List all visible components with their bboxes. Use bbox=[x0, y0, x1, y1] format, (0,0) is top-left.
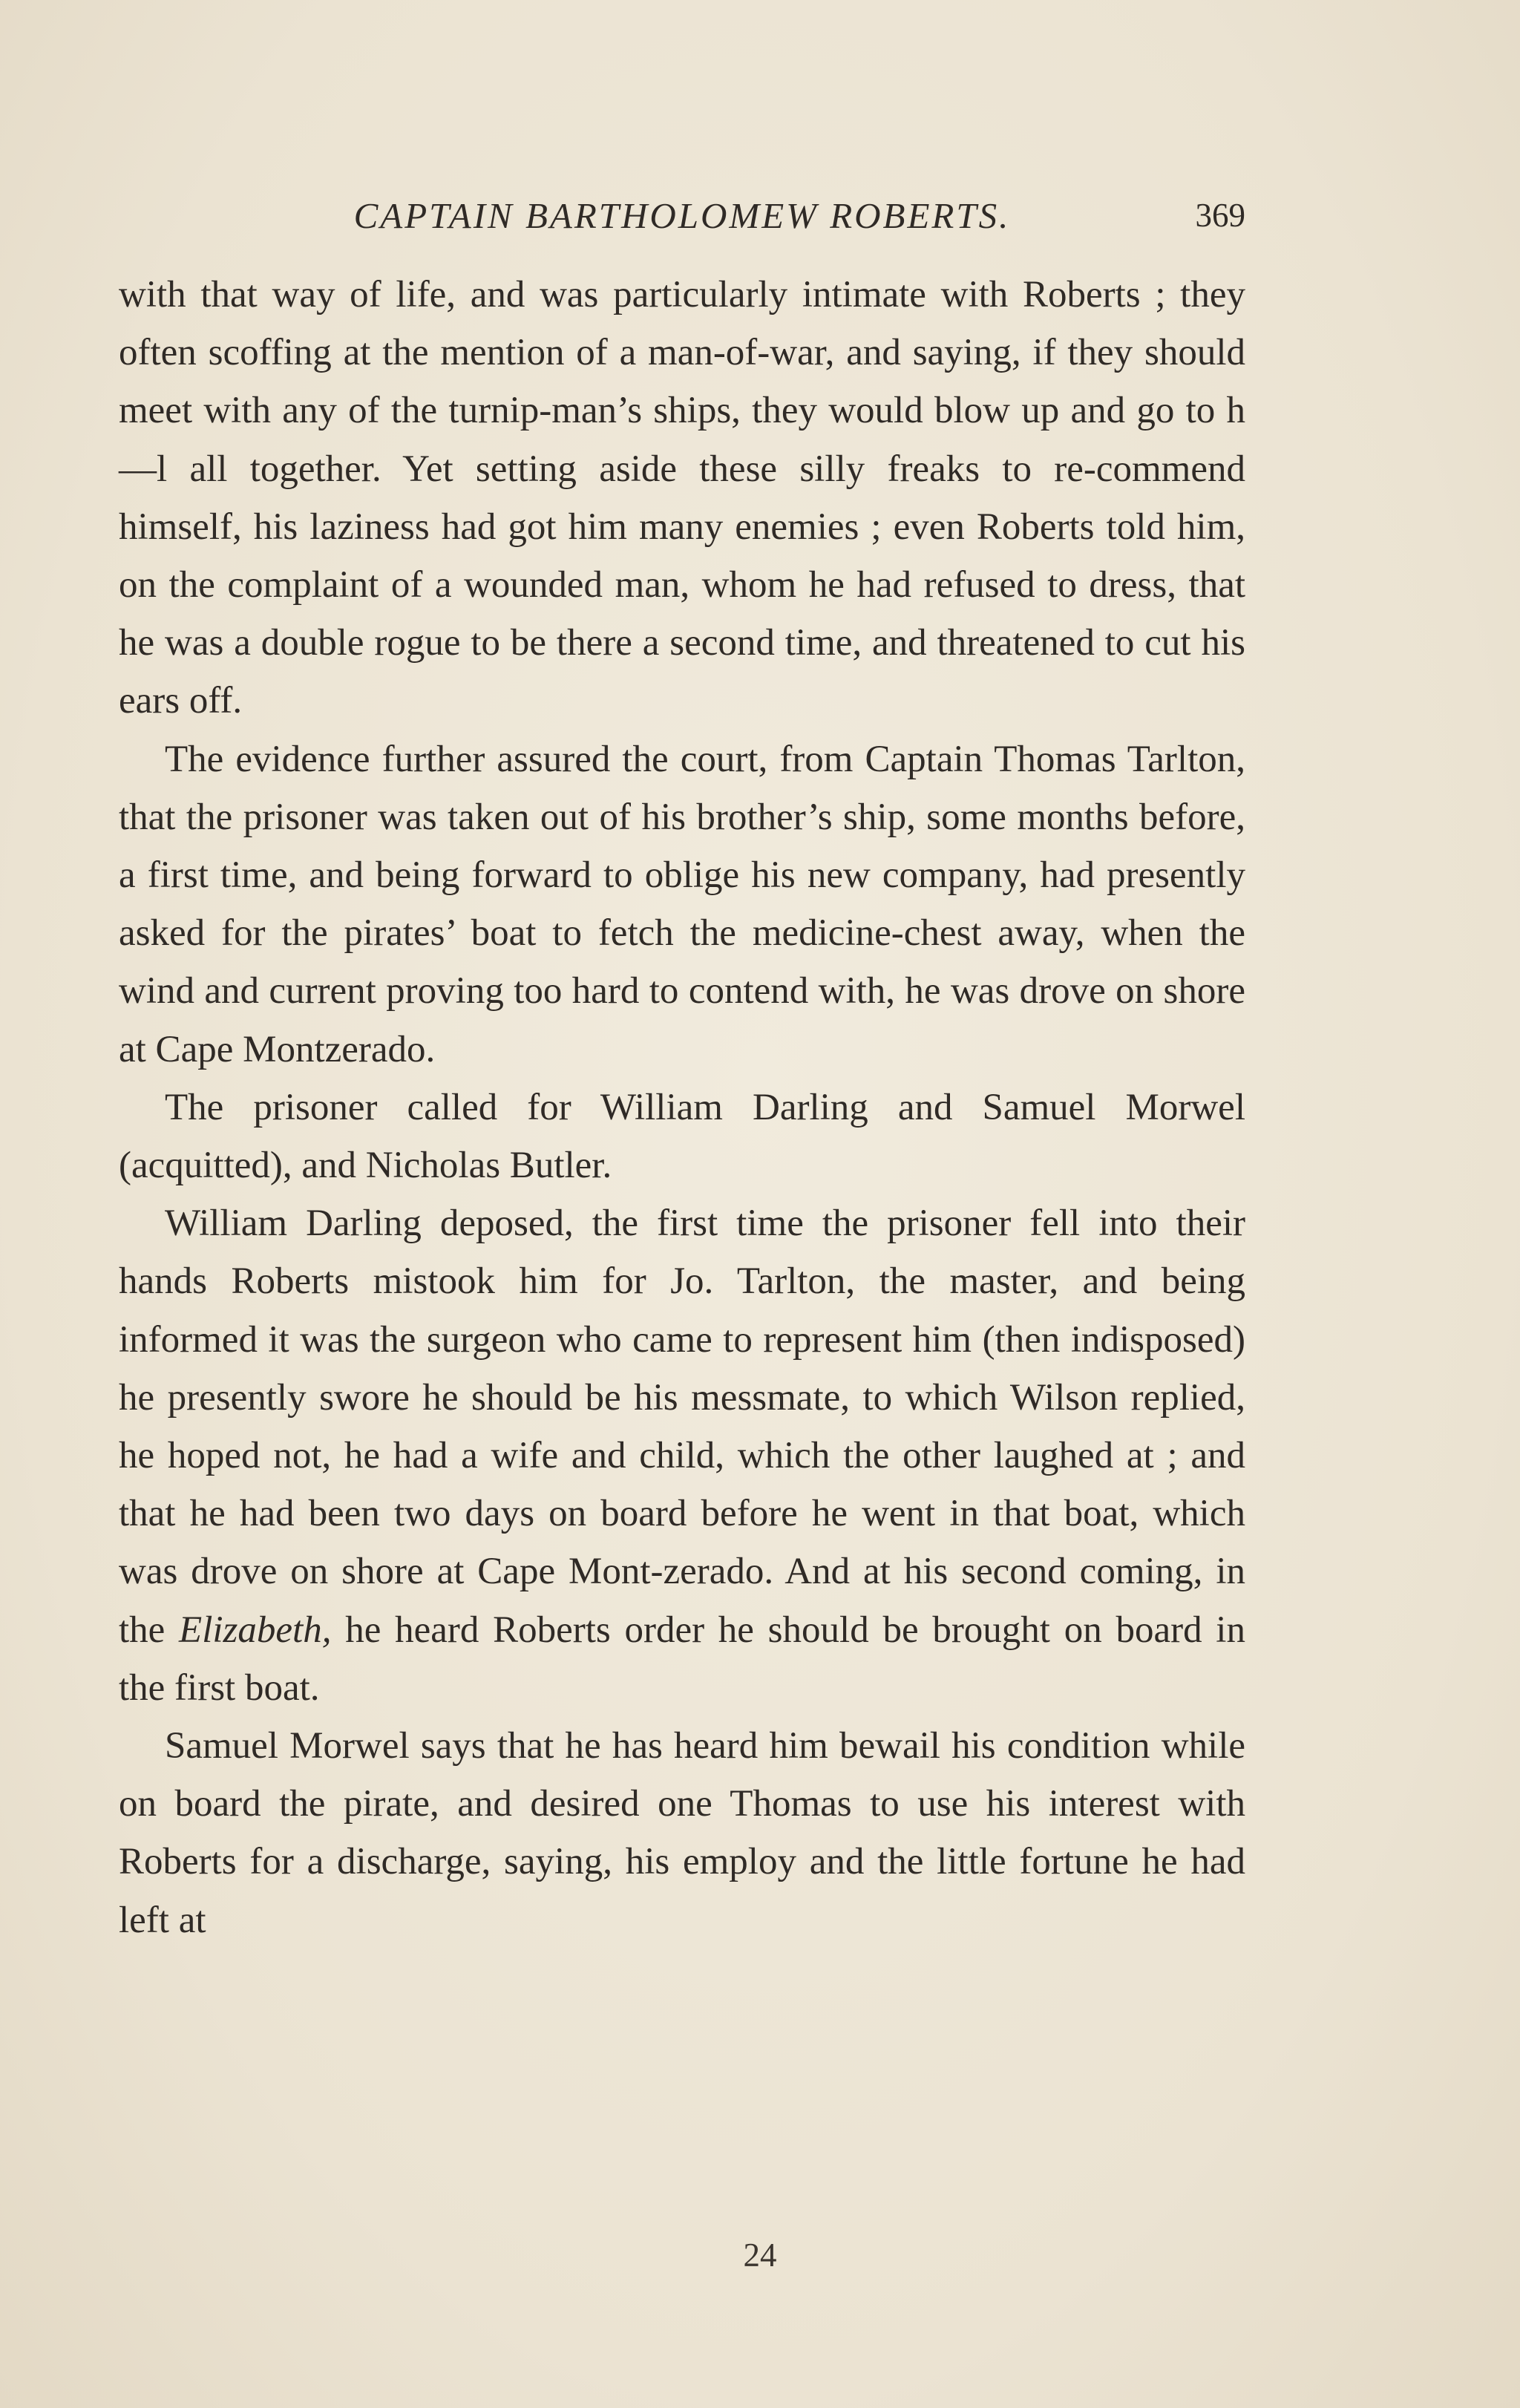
paragraph bbox=[119, 730, 1245, 1079]
paragraph-text: William Darling deposed, the first time the prisoner fell into their hands Roberts mistook him for Jo. Tarlton, the master, and being informed it was the surgeon who came to represent him (then indisposed) he presently swore he should be his messmate, to which Wilson replied, he hoped not, he had a wife and child, which the other laughed at ; and that he had been two days on board before he went in that boat, which was drove on shore at Cape Mont-zerado. And at his second coming, in the bbox=[119, 1203, 1245, 1651]
paragraph-text: The prisoner called for William Darling and Samuel Morwel (acquitted), and Nicholas Butler. bbox=[119, 1086, 1245, 1187]
page-header bbox=[119, 194, 1245, 246]
ship-name: Elizabeth, bbox=[179, 1609, 332, 1651]
paragraph bbox=[119, 1717, 1245, 1949]
paragraph bbox=[119, 266, 1245, 730]
paragraph-text: with that way of life, and was particularly intimate with Roberts ; they often scoffing at the mention of a man-of-war, and saying, if they should meet with any of the turnip-man’s ships, they would blow up and go to h—l all together. Yet setting aside these silly freaks to re-commend himself, his laziness had got him many enemies ; even Roberts told him, on the complaint of a wounded man, whom he had refused to dress, that he was a double rogue to be there a second time, and threatened to cut his ears off. bbox=[119, 274, 1245, 722]
paragraph-text: The evidence further assured the court, from Captain Thomas Tarlton, that the prisoner was taken out of his brother’s ship, some months before, a first time, and being forward to oblige his new company, had presently asked for the pirates’ boat to fetch the medicine-chest away, when the wind and current proving too hard to contend with, he was drove on shore at Cape Montzerado. bbox=[119, 738, 1245, 1070]
paragraph-text: he heard Roberts order he should be brought on board in the first boat. bbox=[119, 1609, 1245, 1709]
running-title: CAPTAIN BARTHOLOMEW ROBERTS. bbox=[353, 195, 1011, 236]
paragraph bbox=[119, 1194, 1245, 1717]
paragraph bbox=[119, 1079, 1245, 1194]
signature-mark: 24 bbox=[743, 2237, 777, 2274]
paragraph-text: Samuel Morwel says that he has heard him bewail his condition while on board the pirate, and desired one Thomas to use his interest with Roberts for a discharge, saying, his employ and the little fortune he had left at bbox=[119, 1725, 1245, 1941]
body-text bbox=[119, 266, 1245, 1949]
page-number: 369 bbox=[1195, 197, 1245, 234]
